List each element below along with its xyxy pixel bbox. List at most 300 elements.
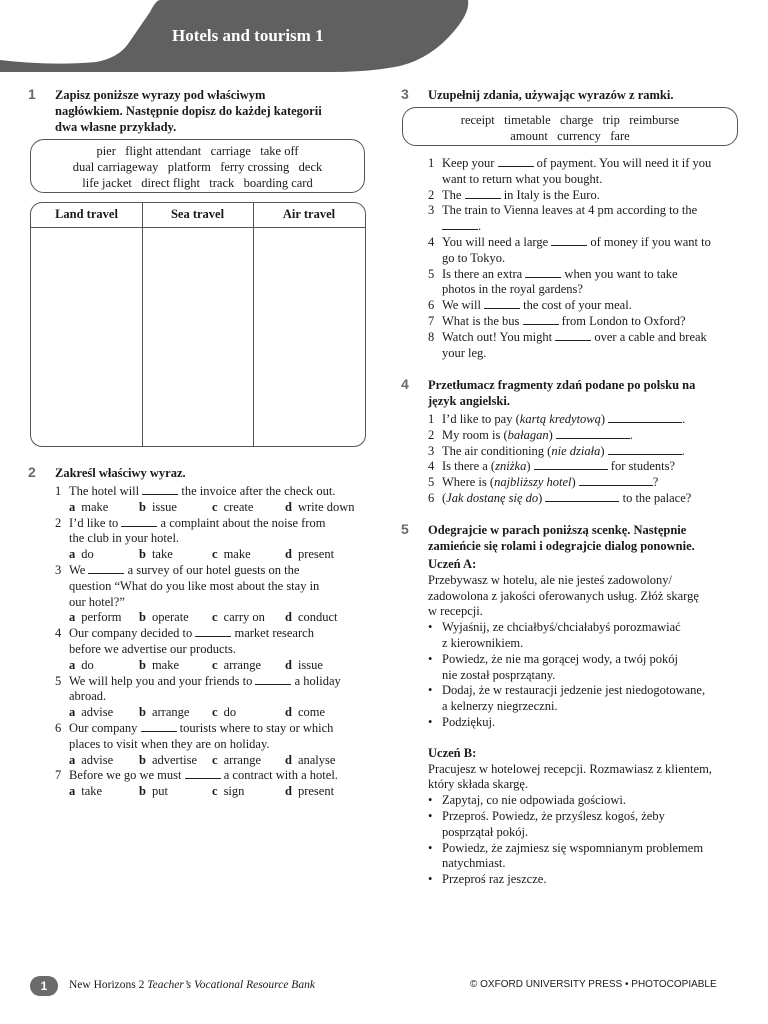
answer-blank[interactable] [121,516,157,527]
option-letter: b [139,784,146,799]
option-text: make [151,657,180,672]
role-description: Pracujesz w hotelowej recepcji. Rozmawiasz z klientem, [428,761,712,776]
answer-option[interactable] [212,784,244,800]
text-run: abroad. [69,689,107,704]
option-letter: d [285,547,292,562]
exercise-3-number: 3 [401,86,409,102]
answer-blank[interactable] [551,235,587,246]
question-line [69,642,370,658]
exercise-1-instruction: Zapisz poniższe wyrazy pod właściwym nagłówkiem. Następnie dopisz do każdej kategorii dwa własne przykłady. [55,88,322,134]
question-line [442,172,748,188]
text-run: ? [652,475,659,490]
answer-option[interactable] [139,658,179,674]
polish-hint: bałagan [507,427,549,442]
option-text: come [297,705,326,720]
question-item [428,298,748,314]
question-line [442,219,748,235]
option-text: sign [223,784,245,799]
option-text: do [223,705,237,720]
text-run: the club in your hotel. [69,531,180,546]
answer-blank[interactable] [88,563,124,574]
text-run: ) [571,475,579,490]
answer-option[interactable] [69,784,102,800]
bullet-line: Podziękuj. [442,715,496,729]
bullet-text [442,652,748,684]
text-run: our hotel?” [69,594,125,609]
option-letter: b [139,705,146,720]
option-text: issue [297,657,323,672]
question-number: 1 [428,156,435,170]
question-text [69,516,370,548]
answer-option[interactable] [285,784,334,800]
answer-option[interactable] [285,705,325,721]
option-text: arrange [151,705,190,720]
question-text [69,721,370,753]
exercise-4-number: 4 [401,376,409,392]
answer-option[interactable] [285,610,338,626]
answer-option[interactable] [212,500,253,516]
bullet-icon: • [428,809,433,823]
option-text: carry on [223,610,265,625]
question-line [69,516,370,532]
question-line [69,595,370,611]
answer-blank[interactable] [579,475,653,486]
answer-option[interactable] [139,705,189,721]
text-run: before we advertise our products. [69,641,236,656]
answer-blank[interactable] [523,314,559,325]
option-text: present [297,784,335,799]
option-letter: a [69,547,76,562]
option-letter: d [285,657,292,672]
question-number: 7 [55,768,62,783]
answer-option[interactable] [69,610,122,626]
bullet-line: z kierownikiem. [442,635,524,650]
text-run: market research [231,626,314,641]
page-number-badge: 1 [30,976,58,996]
option-text: take [151,547,173,562]
option-letter: d [285,499,292,514]
option-letter: b [139,499,146,514]
table-cell-land[interactable] [31,228,142,446]
question-number: 8 [428,329,435,344]
answer-option[interactable] [69,658,94,674]
question-text [442,267,748,299]
exercise-1-number: 1 [28,86,36,102]
bullet-item [428,872,748,888]
question-item [428,475,748,491]
polish-hint: zniżka [495,459,527,474]
text-run: What is the bus [442,314,523,328]
text-run: . [478,219,482,234]
option-text: present [297,547,335,562]
answer-option[interactable] [69,547,94,563]
answer-option[interactable] [285,753,335,769]
question-line [442,346,748,362]
text-run: for students? [607,459,676,474]
bullet-item [428,715,748,731]
travel-table [30,202,366,447]
question-text [69,768,370,784]
question-line [442,267,748,283]
answer-blank[interactable] [442,219,478,230]
text-run: Before we go we must [69,768,185,783]
question-item [55,516,370,548]
text-run: The train to Vienna leaves at 4 pm according to the [442,203,698,218]
text-run: Our company [69,721,141,735]
text-run: when you want to take [561,266,678,281]
text-run: of money if you want to [587,235,711,249]
text-run: Where is ( [442,475,495,490]
answer-option[interactable] [212,610,265,626]
option-letter: d [285,752,292,767]
option-letter: b [139,752,146,767]
text-run: Our company decided to [69,626,196,641]
word-box-line: life jacket direct flight track boarding card [82,176,313,190]
question-text [442,459,748,475]
question-number: 1 [428,412,435,426]
text-run: photos in the royal gardens? [442,282,583,297]
text-run: from London to Oxford? [558,314,686,328]
question-text [442,203,748,235]
answer-blank[interactable] [185,768,221,779]
question-number: 7 [428,314,435,328]
question-number: 2 [428,427,435,442]
question-number: 4 [55,626,62,641]
text-run: The air conditioning ( [442,443,552,458]
polish-hint: najbliższy hotel [494,475,572,490]
answer-blank[interactable] [545,491,619,502]
text-run: over a cable and break [591,329,707,344]
text-run: The [442,187,465,202]
bullet-text [442,841,748,873]
option-letter: d [285,705,292,720]
table-cell-air[interactable] [254,228,365,446]
question-line [442,298,748,314]
bullet-item [428,793,748,809]
polish-hint: nie działa [551,443,601,458]
option-text: analyse [297,752,336,767]
bullet-item [428,652,748,684]
text-run: your leg. [442,345,487,360]
answer-blank[interactable] [555,330,591,341]
question-item [428,459,748,475]
text-run: go to Tokyo. [442,250,506,265]
exercise-2-number: 2 [28,464,36,480]
question-text [442,444,748,460]
bullet-icon: • [428,840,433,855]
question-text [442,475,748,491]
text-run: We will [442,298,485,313]
option-text: advertise [151,752,198,767]
text-run: . [682,412,686,426]
bullet-line: nie został posprzątany. [442,667,556,682]
answer-blank[interactable] [498,156,534,167]
table-header-land: Land travel [55,207,118,221]
question-text [69,626,370,658]
polish-hint: kartą kredytową [519,412,601,426]
bullet-line: Przeproś. Powiedz, że przyślesz kogoś, żeby [442,809,665,823]
bullet-text [442,809,748,841]
answer-option[interactable] [285,500,355,516]
question-item [428,330,748,362]
option-letter: c [212,499,218,514]
question-line [69,768,370,784]
role-description: który składa skargę. [428,777,529,792]
text-run: in Italy is the Euro. [500,187,600,202]
text-run: ) [538,491,546,505]
question-item [428,428,748,444]
question-line [69,579,370,595]
question-number: 1 [55,484,62,498]
question-text [442,235,748,267]
table-cell-sea[interactable] [143,228,253,446]
answer-blank[interactable] [608,412,682,423]
option-letter: d [285,784,292,799]
question-line [69,563,370,579]
question-text [442,491,748,507]
answer-option[interactable] [212,658,261,674]
word-box-line: amount currency fare [510,129,630,143]
question-item [428,314,748,330]
answer-option[interactable] [212,753,261,769]
header-banner [0,0,768,80]
answer-option[interactable] [69,500,108,516]
question-text [442,156,748,188]
exercise-4-instruction: Przetłumacz fragmenty zdań podane po polsku na język angielski. [428,378,696,408]
option-letter: a [69,499,76,514]
question-text [69,674,370,706]
text-run: I’d like to pay ( [442,412,520,426]
question-line [69,737,370,753]
answer-blank[interactable] [556,428,630,439]
role-description: zadowolona z jakości oferowanych usług. Złóż skargę [428,588,699,603]
answer-option[interactable] [69,753,113,769]
text-run: to the palace? [619,491,692,505]
text-run: the cost of your meal. [520,298,632,313]
question-line [442,188,748,204]
question-item [428,412,748,428]
text-run: ) [600,443,608,458]
option-letter: b [139,657,146,672]
question-item [55,674,370,706]
question-number: 6 [428,298,435,313]
exercise-1-word-box [30,139,365,193]
option-text: conduct [297,610,338,625]
question-item [55,484,370,500]
text-run: Is there an extra [442,266,526,281]
question-line [442,251,748,267]
bullet-line: Przeproś raz jeszcze. [442,872,547,887]
exercise-3-instruction: Uzupełnij zdania, używając wyrazów z ramki. [428,88,674,102]
answer-blank[interactable] [465,188,501,199]
question-number: 4 [428,235,435,249]
option-letter: a [69,610,76,625]
option-letter: c [212,547,218,562]
role-description: Przebywasz w hotelu, ale nie jesteś zadowolony/ [428,572,673,587]
text-run: We [69,563,89,577]
question-text [442,314,748,330]
option-letter: c [212,752,218,767]
question-item [428,444,748,460]
answer-blank[interactable] [525,267,561,278]
answer-option[interactable] [285,658,323,674]
text-run: a holiday [291,673,341,688]
text-run: want to return what you bought. [442,171,603,186]
bullet-icon: • [428,683,433,698]
text-run: ) [526,459,534,474]
question-item [55,721,370,753]
text-run: a contract with a hotel. [220,768,338,783]
text-run: The hotel will [69,484,143,498]
question-line [69,626,370,642]
text-run: We will help you and your friends to [69,673,256,688]
answer-blank[interactable] [195,626,231,637]
answer-option[interactable] [139,547,173,563]
question-line [442,203,748,219]
question-text [442,298,748,314]
question-item [55,626,370,658]
answer-blank[interactable] [608,444,682,455]
exercise-2-instruction: Zakreśl właściwy wyraz. [55,466,186,480]
exercise-5-instruction: Odegrajcie w parach poniższą scenkę. Następnie zamieńcie się rolami i odegrajcie dialog ponownie. [428,523,695,553]
table-header-sea: Sea travel [170,207,225,221]
answer-blank[interactable] [141,721,177,732]
text-run: a complaint about the noise from [157,515,326,530]
option-text: create [223,499,254,514]
text-run: ) [600,412,609,426]
bullet-line: natychmiast. [442,856,506,871]
question-line [69,531,370,547]
answer-option[interactable] [139,784,168,800]
text-run: Is there a ( [442,459,496,474]
answer-option[interactable] [69,705,113,721]
bullet-icon: • [428,715,433,729]
bullet-item [428,841,748,873]
answer-blank[interactable] [534,459,608,470]
option-text: arrange [223,752,262,767]
answer-option[interactable] [139,753,197,769]
question-text [442,412,748,428]
question-line [69,721,370,737]
question-item [428,267,748,299]
question-line [69,674,370,690]
bullet-text [442,620,748,652]
option-text: do [81,657,94,672]
bullet-line: a kelnerzy niegrzeczni. [442,699,558,714]
text-run: the invoice after the check out. [178,484,336,498]
option-text: perform [81,610,122,625]
question-number: 5 [428,266,435,281]
bullet-item [428,620,748,652]
bullet-text [442,793,748,809]
question-number: 6 [428,491,435,505]
question-text [442,428,748,444]
student-heading: Uczeń A: [428,557,477,571]
bullet-text [442,683,748,715]
option-letter: a [69,657,76,672]
text-run: My room is ( [442,427,508,442]
exercise-3-word-box [402,107,738,146]
question-number: 3 [55,563,62,577]
question-item [55,563,370,610]
question-line [442,282,748,298]
question-item [428,235,748,267]
question-item [55,768,370,784]
option-text: do [81,547,94,562]
bullet-line: Wyjaśnij, ze chciałbyś/chciałabyś porozmawiać [442,620,681,635]
student-heading: Uczeń B: [428,745,477,760]
option-text: advise [81,752,114,767]
text-run: of payment. You will need it if you [533,156,712,170]
question-line [442,314,748,330]
text-run: . [681,443,685,458]
question-item [428,203,748,235]
footer-publisher: © OXFORD UNIVERSITY PRESS • PHOTOCOPIABLE [470,979,717,990]
bullet-line: Powiedz, że nie ma gorącej wody, a twój pokój [442,651,678,666]
option-letter: b [139,610,146,625]
text-run: ( [442,491,447,505]
option-letter: d [285,610,292,625]
text-run: Watch out! You might [442,329,556,344]
answer-option[interactable] [212,705,236,721]
question-text [69,484,370,500]
option-letter: c [212,705,218,720]
word-box-line: dual carriageway platform ferry crossing deck [72,160,323,174]
question-number: 5 [55,673,62,688]
answer-option[interactable] [139,500,177,516]
text-run: You will need a large [442,235,552,249]
bullet-text [442,715,748,731]
question-number: 3 [428,203,435,218]
question-number: 4 [428,459,435,474]
bullet-line: Zapytaj, co nie odpowiada gościowi. [442,793,626,808]
question-number: 5 [428,475,435,490]
bullet-icon: • [428,872,433,887]
option-text: take [81,784,103,799]
exercise-5-number: 5 [401,521,409,537]
answer-blank[interactable] [142,484,178,495]
text-run: I’d like to [69,515,122,530]
option-letter: a [69,784,76,799]
option-letter: c [212,784,218,799]
question-line [69,689,370,705]
text-run: tourists where to stay or which [176,721,334,735]
bullet-line: Dodaj, że w restauracji jedzenie jest niedogotowane, [442,683,706,698]
polish-hint: Jak dostanę się do [446,491,539,505]
text-run: places to visit when they are on holiday. [69,736,270,751]
bullet-icon: • [428,793,433,808]
text-run: ) [548,427,556,442]
question-line [442,235,748,251]
bullet-line: posprzątał pokój. [442,824,529,839]
answer-option[interactable] [139,610,189,626]
answer-option[interactable] [212,547,251,563]
option-text: arrange [223,657,262,672]
question-line [442,156,748,172]
table-header-air: Air travel [282,207,336,221]
answer-option[interactable] [285,547,334,563]
answer-blank[interactable] [255,674,291,685]
option-text: make [223,547,251,562]
answer-blank[interactable] [484,298,520,309]
bullet-text [442,872,748,888]
text-run: a survey of our hotel guests on the [124,563,300,577]
question-item [428,188,748,204]
option-letter: c [212,657,218,672]
option-letter: b [139,547,146,562]
text-run: . [629,427,634,442]
page-title: Hotels and tourism 1 [172,26,324,45]
